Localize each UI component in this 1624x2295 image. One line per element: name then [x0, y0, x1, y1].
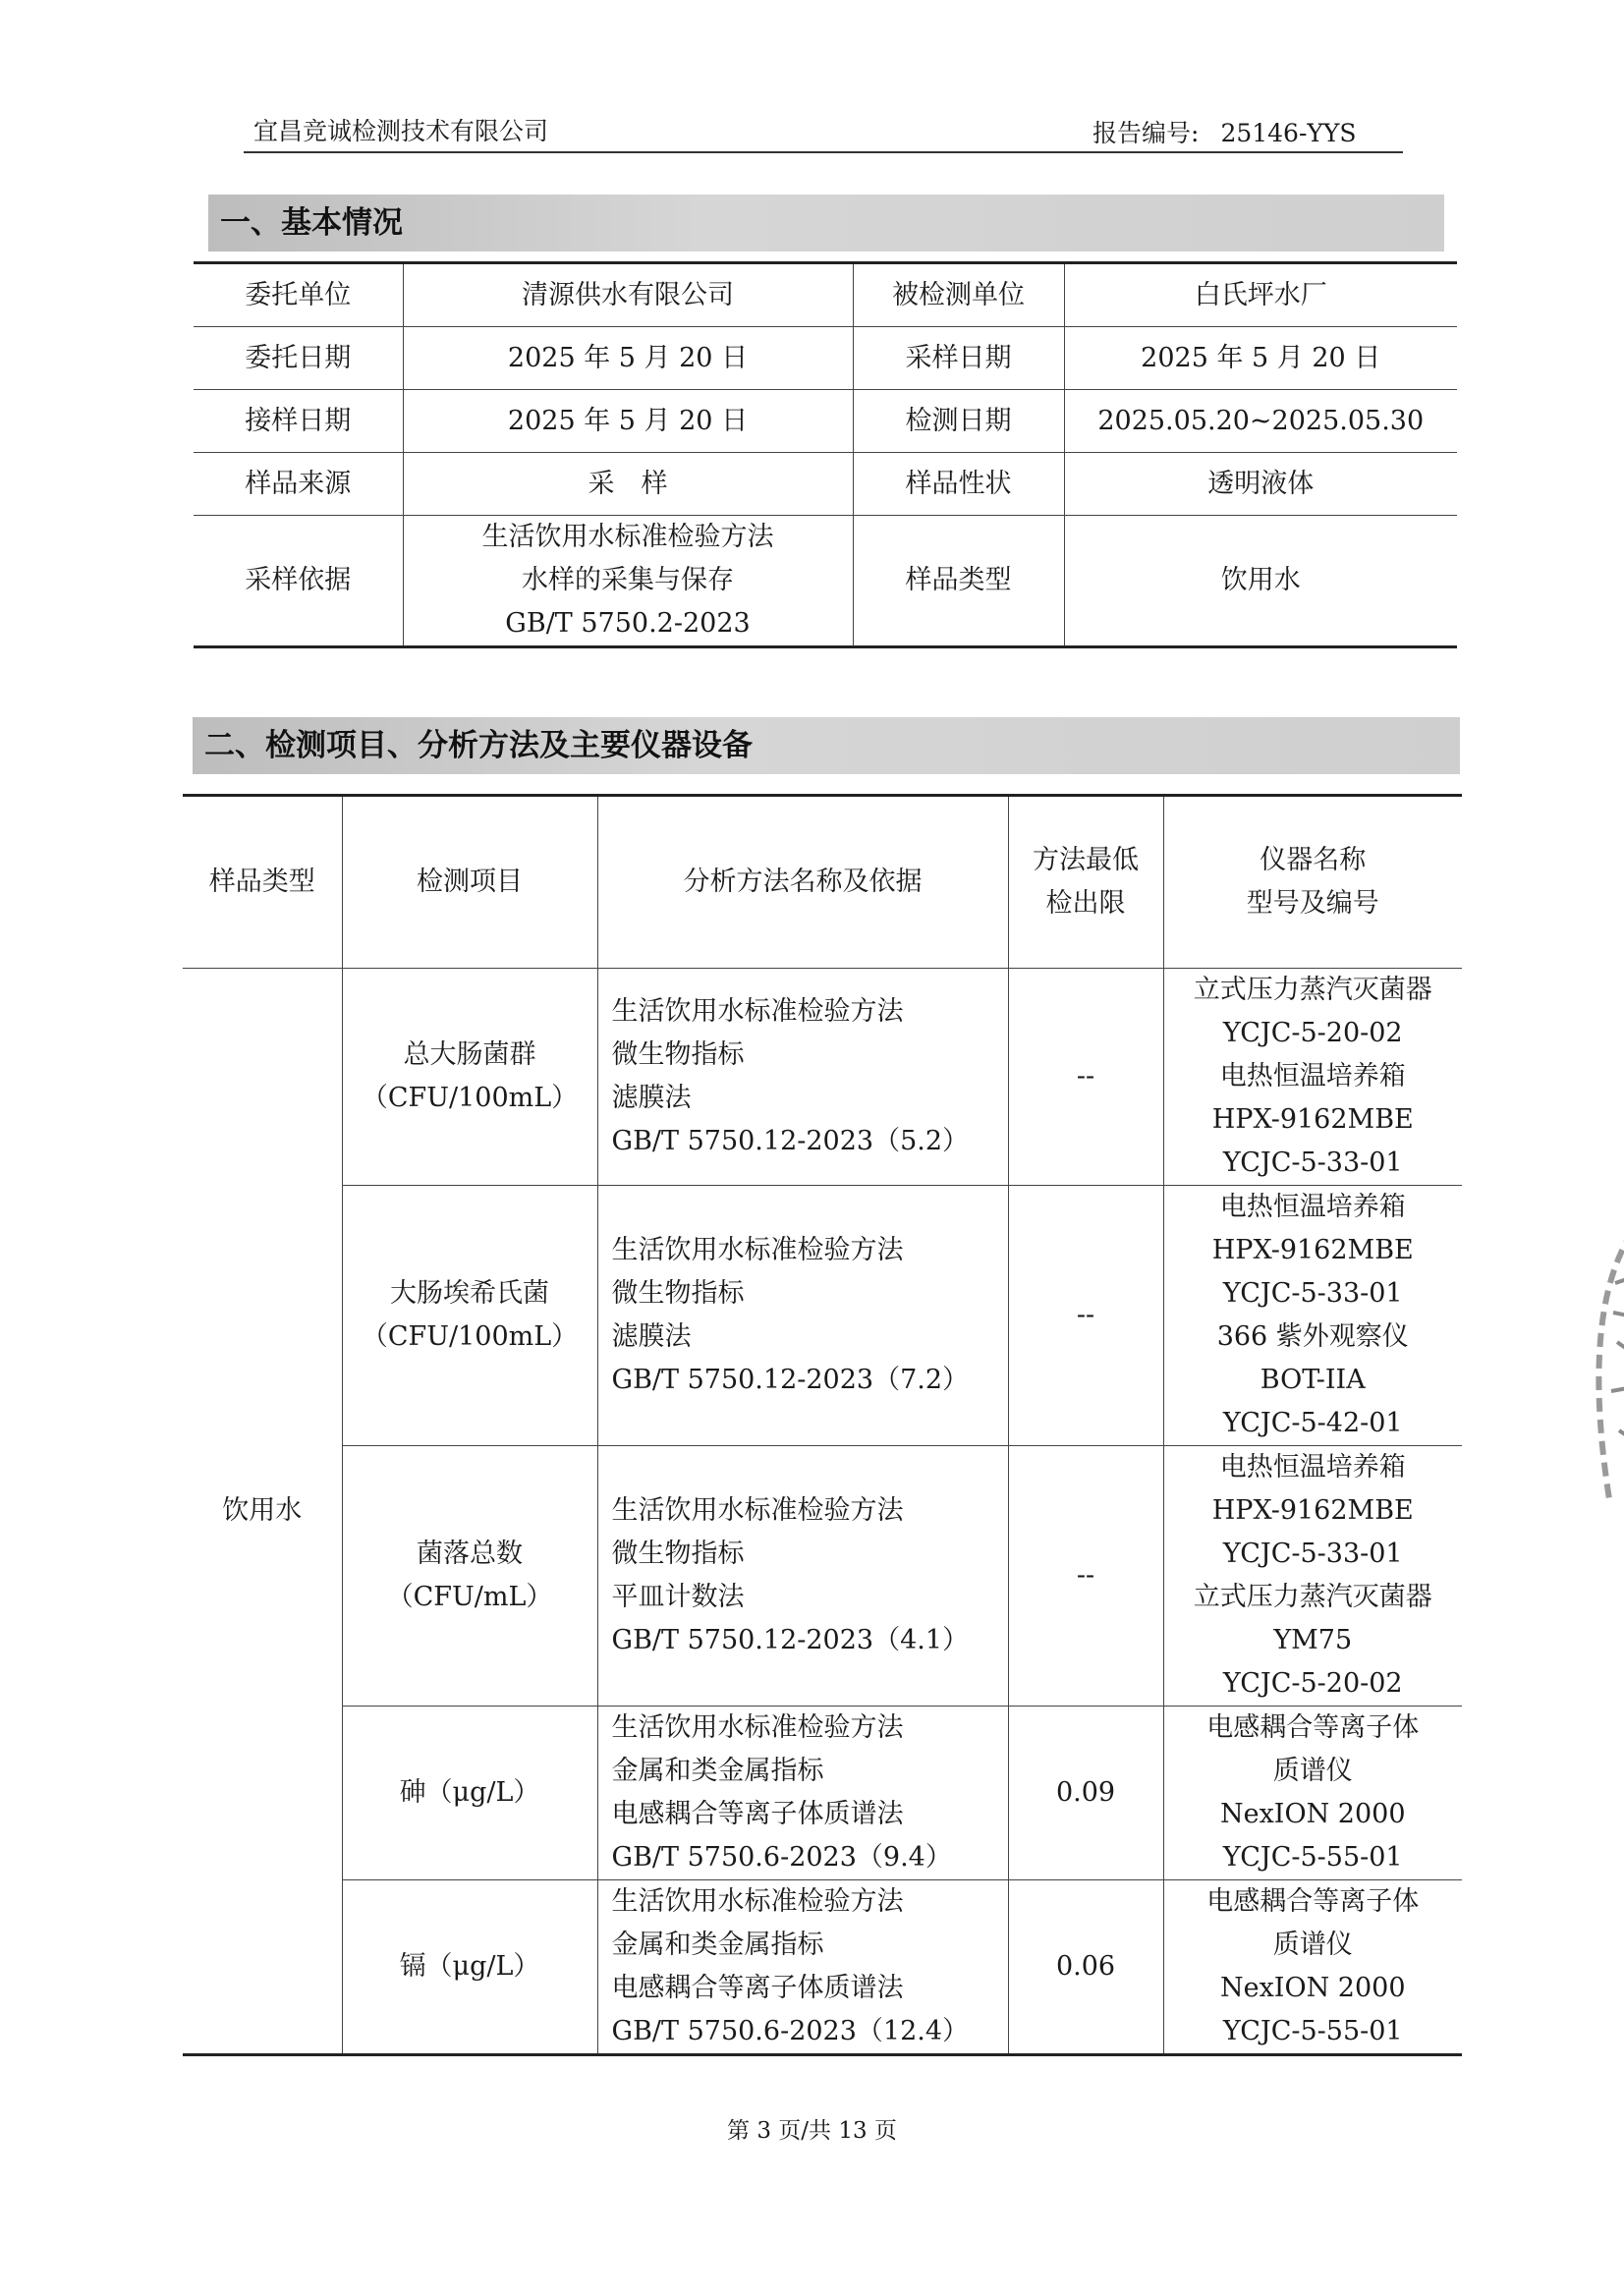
- label-test-date: 检测日期: [853, 390, 1064, 453]
- item-line: （CFU/100mL）: [361, 1083, 579, 1113]
- item-cell: [342, 1186, 597, 1446]
- method-line: GB/T 5750.12-2023（5.2）: [611, 1126, 970, 1156]
- sampling-basis-line: 水样的采集与保存: [522, 565, 734, 595]
- header-limit-line: 检出限: [1045, 888, 1126, 919]
- table-row: [194, 516, 1457, 647]
- table-header-row: [183, 796, 1462, 969]
- value-client: 清源供水有限公司: [403, 263, 853, 327]
- method-line: GB/T 5750.6-2023（9.4）: [611, 1842, 952, 1873]
- instrument-line: YCJC-5-20-02: [1222, 1018, 1403, 1048]
- instrument-line: NexION 2000: [1219, 1799, 1406, 1829]
- instrument-cell: [1163, 1186, 1462, 1446]
- value-receipt-date: 2025 年 5 月 20 日: [403, 390, 853, 453]
- instrument-line: HPX-9162MBE: [1211, 1104, 1414, 1135]
- page-number: 第 3 页/共 13 页: [727, 2118, 897, 2144]
- method-line: 生活饮用水标准检验方法: [611, 1235, 904, 1265]
- basic-info-table: [194, 261, 1457, 648]
- item-line: （CFU/100mL）: [361, 1321, 579, 1352]
- label-commission-date: 委托日期: [194, 327, 403, 390]
- method-line: 电感耦合等离子体质谱法: [611, 1799, 904, 1829]
- method-cell: [597, 1446, 1008, 1707]
- table-row: [194, 453, 1457, 516]
- instrument-cell: [1163, 1446, 1462, 1707]
- instrument-line: YCJC-5-33-01: [1222, 1148, 1403, 1178]
- report-number: [1092, 114, 1357, 149]
- item-line: （CFU/mL）: [386, 1582, 553, 1612]
- report-number-label: 报告编号:: [1092, 119, 1200, 147]
- instrument-line: BOT-IIA: [1260, 1365, 1366, 1395]
- label-sample-type: 样品类型: [853, 516, 1064, 647]
- header-instrument-line: 型号及编号: [1246, 888, 1379, 919]
- sampling-basis-line: GB/T 5750.2-2023: [505, 608, 751, 639]
- method-cell: [597, 1880, 1008, 2055]
- method-cell: [597, 1707, 1008, 1880]
- method-line: 金属和类金属指标: [611, 1930, 824, 1960]
- value-inspected-unit: 白氏坪水厂: [1064, 263, 1457, 327]
- item-cell: [342, 1707, 597, 1880]
- method-line: 电感耦合等离子体质谱法: [611, 1973, 904, 2003]
- limit-cell: --: [1008, 1446, 1163, 1707]
- limit-cell: 0.06: [1008, 1880, 1163, 2055]
- value-commission-date: 2025 年 5 月 20 日: [403, 327, 853, 390]
- table-row: [183, 1186, 1462, 1446]
- label-sample-appearance: 样品性状: [853, 453, 1064, 516]
- sampling-basis-line: 生活饮用水标准检验方法: [481, 522, 774, 552]
- table-row: [183, 969, 1462, 1186]
- method-line: 金属和类金属指标: [611, 1756, 824, 1786]
- label-sampling-date: 采样日期: [853, 327, 1064, 390]
- instrument-line: HPX-9162MBE: [1211, 1495, 1414, 1526]
- header-instrument: [1163, 796, 1462, 969]
- value-sample-type: 饮用水: [1064, 516, 1457, 647]
- method-line: GB/T 5750.12-2023（7.2）: [611, 1365, 970, 1395]
- method-line: 生活饮用水标准检验方法: [611, 996, 904, 1027]
- company-name: 宜昌竞诚检测技术有限公司: [253, 117, 549, 145]
- instrument-line: 立式压力蒸汽灭菌器: [1193, 975, 1432, 1005]
- method-cell: [597, 969, 1008, 1186]
- item-line: 砷（μg/L）: [399, 1777, 540, 1808]
- limit-cell: --: [1008, 969, 1163, 1186]
- instrument-line: 质谱仪: [1272, 1756, 1353, 1786]
- instrument-line: 电热恒温培养箱: [1219, 1061, 1406, 1092]
- instrument-line: YCJC-5-33-01: [1222, 1539, 1403, 1569]
- instrument-cell: [1163, 1880, 1462, 2055]
- instrument-cell: [1163, 969, 1462, 1186]
- seal-stamp-image: [1570, 1204, 1624, 1519]
- method-line: 滤膜法: [611, 1321, 692, 1352]
- instrument-line: 立式压力蒸汽灭菌器: [1193, 1582, 1432, 1612]
- table-row: [183, 1880, 1462, 2055]
- method-line: 平皿计数法: [611, 1582, 745, 1612]
- instrument-line: YCJC-5-55-01: [1222, 2016, 1403, 2046]
- item-line: 大肠埃希氏菌: [390, 1278, 549, 1309]
- instrument-line: 质谱仪: [1272, 1930, 1353, 1960]
- header-sample-type: 样品类型: [183, 796, 342, 969]
- methods-table: [183, 794, 1462, 2056]
- table-row: [194, 327, 1457, 390]
- method-line: 滤膜法: [611, 1083, 692, 1113]
- method-line: GB/T 5750.6-2023（12.4）: [611, 2016, 970, 2046]
- table-row: [183, 1707, 1462, 1880]
- instrument-line: 电热恒温培养箱: [1219, 1452, 1406, 1483]
- label-sampling-basis: 采样依据: [194, 516, 403, 647]
- limit-cell: --: [1008, 1186, 1163, 1446]
- method-line: 生活饮用水标准检验方法: [611, 1712, 904, 1743]
- method-line: GB/T 5750.12-2023（4.1）: [611, 1625, 970, 1655]
- instrument-line: YCJC-5-33-01: [1222, 1278, 1403, 1309]
- table-row: [194, 263, 1457, 327]
- limit-cell: 0.09: [1008, 1707, 1163, 1880]
- label-sample-source: 样品来源: [194, 453, 403, 516]
- label-inspected-unit: 被检测单位: [853, 263, 1064, 327]
- header-item: 检测项目: [342, 796, 597, 969]
- instrument-line: 电感耦合等离子体: [1206, 1712, 1420, 1743]
- item-line: 总大肠菌群: [403, 1039, 536, 1070]
- method-line: 微生物指标: [611, 1278, 745, 1309]
- table-row: [194, 390, 1457, 453]
- item-cell: [342, 969, 597, 1186]
- instrument-line: 电热恒温培养箱: [1219, 1192, 1406, 1222]
- section-title-methods: 二、检测项目、分析方法及主要仪器设备: [193, 717, 1460, 774]
- report-number-value: 25146-YYS: [1220, 119, 1357, 147]
- section-title-basic-info: 一、基本情况: [208, 195, 1444, 252]
- method-line: 生活饮用水标准检验方法: [611, 1886, 904, 1917]
- value-sample-source: 采 样: [403, 453, 853, 516]
- header-method: 分析方法名称及依据: [597, 796, 1008, 969]
- instrument-cell: [1163, 1707, 1462, 1880]
- sample-type-cell: 饮用水: [183, 969, 342, 2055]
- value-sampling-basis: [403, 516, 853, 647]
- instrument-line: YCJC-5-55-01: [1222, 1842, 1403, 1873]
- header-instrument-line: 仪器名称: [1260, 845, 1367, 875]
- value-sampling-date: 2025 年 5 月 20 日: [1064, 327, 1457, 390]
- instrument-line: YCJC-5-42-01: [1222, 1408, 1403, 1438]
- label-receipt-date: 接样日期: [194, 390, 403, 453]
- table-row: [183, 1446, 1462, 1707]
- instrument-line: 366 紫外观察仪: [1216, 1321, 1409, 1352]
- instrument-line: HPX-9162MBE: [1211, 1235, 1414, 1265]
- instrument-line: 电感耦合等离子体: [1206, 1886, 1420, 1917]
- value-test-date: 2025.05.20~2025.05.30: [1064, 390, 1457, 453]
- item-line: 镉（μg/L）: [399, 1951, 540, 1982]
- item-line: 菌落总数: [417, 1539, 523, 1569]
- value-sample-appearance: 透明液体: [1064, 453, 1457, 516]
- method-line: 微生物指标: [611, 1039, 745, 1070]
- item-cell: [342, 1446, 597, 1707]
- method-cell: [597, 1186, 1008, 1446]
- instrument-line: NexION 2000: [1219, 1973, 1406, 2003]
- header-detection-limit: [1008, 796, 1163, 969]
- label-client: 委托单位: [194, 263, 403, 327]
- method-line: 微生物指标: [611, 1539, 745, 1569]
- header-rule: [244, 151, 1403, 153]
- instrument-line: YM75: [1273, 1625, 1353, 1655]
- method-line: 生活饮用水标准检验方法: [611, 1495, 904, 1526]
- header-limit-line: 方法最低: [1033, 845, 1139, 875]
- item-cell: [342, 1880, 597, 2055]
- instrument-line: YCJC-5-20-02: [1222, 1668, 1403, 1699]
